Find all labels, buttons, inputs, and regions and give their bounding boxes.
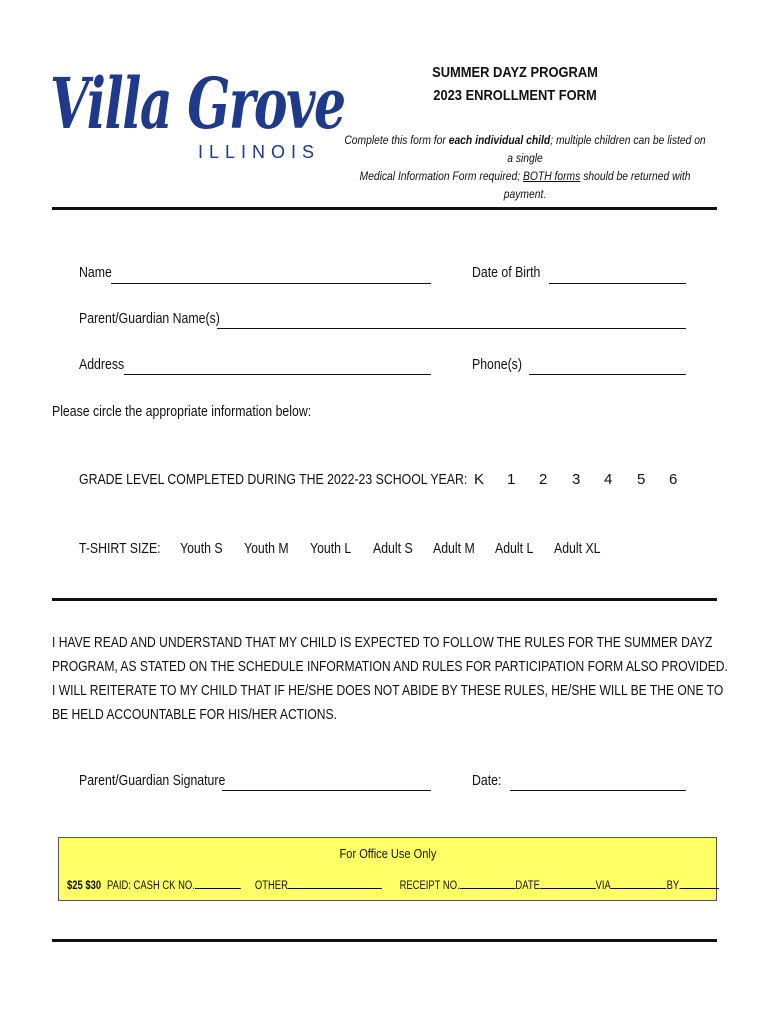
statement-line: PROGRAM, AS STATED ON THE SCHEDULE INFORMATION AND RULES FOR PARTICIPATION FORM ALSO PROVIDED. <box>52 658 728 675</box>
office-date: DATE <box>515 880 540 892</box>
middle-divider <box>52 598 717 601</box>
signature-date-label: Date: <box>472 772 502 789</box>
grade-option-1[interactable]: 1 <box>507 471 516 488</box>
tshirt-option-adult-l[interactable]: Adult L <box>495 540 534 557</box>
signature-date-field[interactable] <box>510 790 686 791</box>
office-use-row <box>67 878 719 892</box>
receipt-field[interactable] <box>460 878 516 889</box>
program-title: SUMMER DAYZ PROGRAM <box>432 64 598 81</box>
villa-grove-logo <box>50 62 345 172</box>
office-use-header: For Office Use Only <box>339 846 436 861</box>
grade-option-5[interactable]: 5 <box>637 471 646 488</box>
address-field[interactable] <box>124 374 431 375</box>
office-other: OTHER <box>254 880 288 892</box>
grade-option-k[interactable]: K <box>474 471 485 488</box>
tshirt-option-adult-s[interactable]: Adult S <box>373 540 413 557</box>
grade-label: GRADE LEVEL COMPLETED DURING THE 2022-23 SCHOOL YEAR: <box>79 471 468 488</box>
ck-no-field[interactable] <box>195 878 241 889</box>
tshirt-option-adult-m[interactable]: Adult M <box>433 540 475 557</box>
dob-label: Date of Birth <box>472 264 541 281</box>
logo-script-text: Villa Grove <box>50 62 345 145</box>
grade-option-2[interactable]: 2 <box>539 471 548 488</box>
tshirt-option-youth-m[interactable]: Youth M <box>244 540 289 557</box>
by-field[interactable] <box>679 878 718 889</box>
form-title: 2023 ENROLLMENT FORM <box>433 87 597 104</box>
grade-option-6[interactable]: 6 <box>669 471 678 488</box>
via-field[interactable] <box>611 878 667 889</box>
tshirt-option-youth-s[interactable]: Youth S <box>180 540 223 557</box>
bottom-divider <box>52 939 717 942</box>
statement-line: I HAVE READ AND UNDERSTAND THAT MY CHILD IS EXPECTED TO FOLLOW THE RULES FOR THE SUMMER DAYZ <box>52 634 713 651</box>
statement-line: I WILL REITERATE TO MY CHILD THAT IF HE/SHE DOES NOT ABIDE BY THESE RULES, HE/SHE WILL BE THE ONE TO <box>52 682 724 699</box>
address-label: Address <box>79 356 125 373</box>
office-paid: PAID: CASH CK NO. <box>107 880 195 892</box>
office-via: VIA <box>595 880 611 892</box>
phone-field[interactable] <box>529 374 686 375</box>
tshirt-option-adult-xl[interactable]: Adult XL <box>554 540 601 557</box>
circle-prompt: Please circle the appropriate information below: <box>52 403 312 420</box>
phone-label: Phone(s) <box>472 356 522 373</box>
name-label: Name <box>79 264 112 281</box>
grade-option-3[interactable]: 3 <box>572 471 581 488</box>
office-price: $25 $30 <box>67 880 102 892</box>
tshirt-option-youth-l[interactable]: Youth L <box>310 540 352 557</box>
statement-line: BE HELD ACCOUNTABLE FOR HIS/HER ACTIONS. <box>52 706 337 723</box>
office-receipt: RECEIPT NO. <box>399 880 460 892</box>
grade-option-4[interactable]: 4 <box>604 471 613 488</box>
intro-text: Complete this form for each individual child; multiple children can be listed on a single Medical Information Form required; BOTH forms should be returned with payment. <box>344 133 706 201</box>
guardian-label: Parent/Guardian Name(s) <box>79 310 220 327</box>
acknowledgement-statement <box>52 631 728 727</box>
name-field[interactable] <box>111 283 431 284</box>
office-use-box <box>58 837 717 901</box>
signature-label: Parent/Guardian Signature <box>79 772 226 789</box>
logo-subtext: ILLINOIS <box>198 142 321 162</box>
dob-field[interactable] <box>549 283 686 284</box>
other-field[interactable] <box>288 878 382 889</box>
guardian-field[interactable] <box>217 328 686 329</box>
office-date-field[interactable] <box>540 878 596 889</box>
signature-field[interactable] <box>222 790 431 791</box>
tshirt-label: T-SHIRT SIZE: <box>79 540 161 557</box>
top-divider <box>52 207 717 210</box>
office-by: BY <box>666 880 680 892</box>
